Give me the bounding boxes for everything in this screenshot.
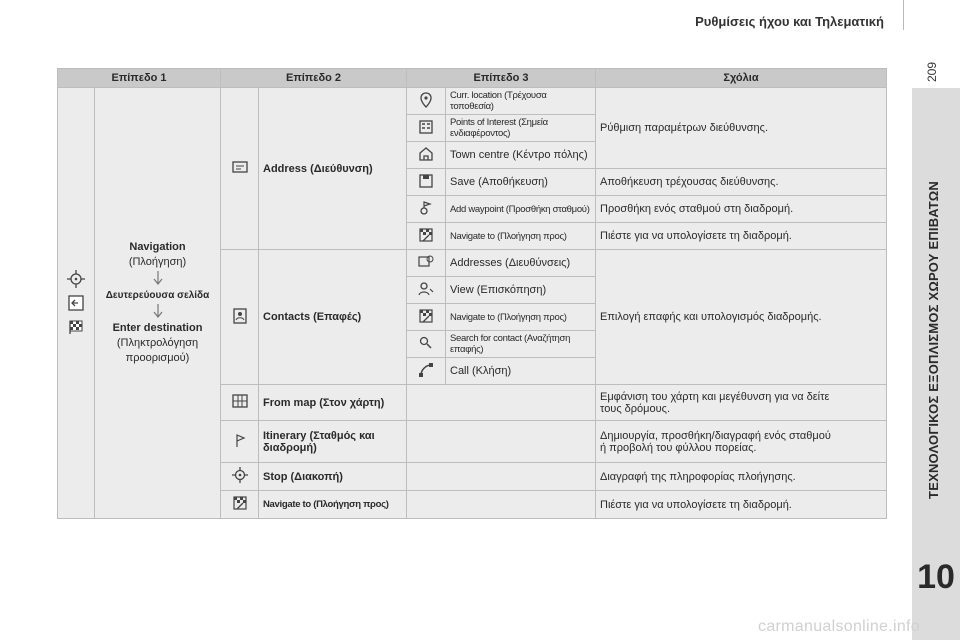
- comment-line: τους δρόμους.: [600, 402, 671, 415]
- waypoint-icon: [417, 199, 435, 217]
- section-title-vertical: ΤΕΧΝΟΛΟΓΙΚΟΣ ΕΞΟΠΛΙΣΜΟΣ ΧΩΡΟΥ ΕΠΙΒΑΤΩΝ: [926, 181, 941, 499]
- page-header-title: Ρυθμίσεις ήχου και Τηλεματική: [695, 14, 884, 29]
- label-line: Itinerary (Σταθμός και: [263, 429, 375, 442]
- contacts-label: Contacts (Επαφές): [259, 250, 407, 385]
- table-header-row: [58, 69, 887, 88]
- nav-enter-destination: Enter destination: [112, 322, 203, 334]
- stop-label: Stop (Διακοπή): [259, 463, 407, 491]
- navigate-icon: [417, 226, 435, 244]
- navigate-icon: [231, 494, 249, 512]
- addresses-icon: [417, 253, 435, 271]
- level3-item: View (Επισκόπηση): [446, 277, 596, 304]
- watermark: carmanualsonline.info: [758, 618, 920, 635]
- crosshair-icon: [66, 269, 86, 289]
- level3-item: Add waypoint (Προσθήκη σταθμού): [446, 196, 596, 223]
- level3-item: Points of Interest (Σημεία ενδιαφέροντος): [446, 115, 596, 142]
- address-card-icon: [231, 158, 249, 176]
- header-divider: [903, 0, 904, 30]
- comment-cell: Πιέστε για να υπολογίσετε τη διαδρομή.: [596, 223, 887, 250]
- comment-cell: Ρύθμιση παραμέτρων διεύθυνσης.: [596, 88, 887, 169]
- navigation-menu-table: [57, 68, 887, 519]
- contacts-icon: [231, 307, 249, 325]
- itinerary-label: [259, 421, 407, 463]
- comment-cell: Διαγραφή της πληροφορίας πλοήγησης.: [596, 463, 887, 491]
- location-icon: [417, 91, 435, 109]
- level3-item: Curr. location (Τρέχουσα τοποθεσία): [446, 88, 596, 115]
- chapter-number: 10: [917, 558, 955, 596]
- level1-icon-cell: [58, 88, 95, 519]
- navigate-icon: [417, 307, 435, 325]
- town-icon: [417, 145, 435, 163]
- save-icon: [417, 172, 435, 190]
- nav-title: Navigation: [129, 241, 186, 253]
- level3-item: Call (Κλήση): [446, 358, 596, 385]
- arrow-down-icon: [153, 271, 163, 287]
- comment-cell: Προσθήκη ενός σταθμού στη διαδρομή.: [596, 196, 887, 223]
- stop-icon: [231, 466, 249, 484]
- level3-item: Navigate to (Πλοήγηση προς): [446, 223, 596, 250]
- nav-secondary-page: Δευτερεύουσα σελίδα: [105, 290, 210, 301]
- comment-cell: Πιέστε για να υπολογίσετε τη διαδρομή.: [596, 491, 887, 519]
- comment-line: Δημιουργία, προσθήκη/διαγραφή ενός σταθμού: [600, 429, 831, 442]
- arrow-down-icon: [153, 304, 163, 320]
- comment-cell: Επιλογή επαφής και υπολογισμός διαδρομής.: [596, 250, 887, 385]
- from-map-label: From map (Στον χάρτη): [259, 385, 407, 421]
- address-label: Address (Διεύθυνση): [259, 88, 407, 250]
- poi-icon: [417, 118, 435, 136]
- header-level-2: Επίπεδο 2: [221, 69, 407, 88]
- map-icon: [231, 392, 249, 410]
- search-contact-icon: [417, 334, 435, 352]
- nav-dest-greek-2: προορισμού): [125, 352, 190, 364]
- exit-icon: [66, 293, 86, 313]
- comment-cell: [596, 385, 887, 421]
- address-icon-cell: [221, 88, 259, 250]
- header-comments: Σχόλια: [596, 69, 887, 88]
- level3-item: Search for contact (Αναζήτηση επαφής): [446, 331, 596, 358]
- page-number: 209: [925, 61, 939, 83]
- view-icon: [417, 280, 435, 298]
- label-line: διαδρομή): [263, 441, 317, 454]
- comment-cell: Αποθήκευση τρέχουσας διεύθυνσης.: [596, 169, 887, 196]
- comment-line: ή προβολή του φύλλου πορείας.: [600, 441, 757, 454]
- flag-icon: [66, 317, 86, 337]
- nav-dest-greek-1: (Πληκτρολόγηση: [116, 337, 199, 349]
- itinerary-icon: [231, 431, 249, 449]
- comment-cell: [596, 421, 887, 463]
- contacts-icon-cell: [221, 250, 259, 385]
- navigate-to-label: Navigate to (Πλοήγηση προς): [259, 491, 407, 519]
- navigation-cell: [95, 88, 221, 519]
- level3-item: Town centre (Κέντρο πόλης): [446, 142, 596, 169]
- level3-item: Navigate to (Πλοήγηση προς): [446, 304, 596, 331]
- call-icon: [417, 361, 435, 379]
- header-level-1: Επίπεδο 1: [58, 69, 221, 88]
- header-level-3: Επίπεδο 3: [407, 69, 596, 88]
- nav-title-greek: (Πλοήγηση): [128, 256, 187, 268]
- level3-item: Save (Αποθήκευση): [446, 169, 596, 196]
- level3-item: Addresses (Διευθύνσεις): [446, 250, 596, 277]
- comment-line: Εμφάνιση του χάρτη και μεγέθυνση για να δείτε: [600, 390, 830, 403]
